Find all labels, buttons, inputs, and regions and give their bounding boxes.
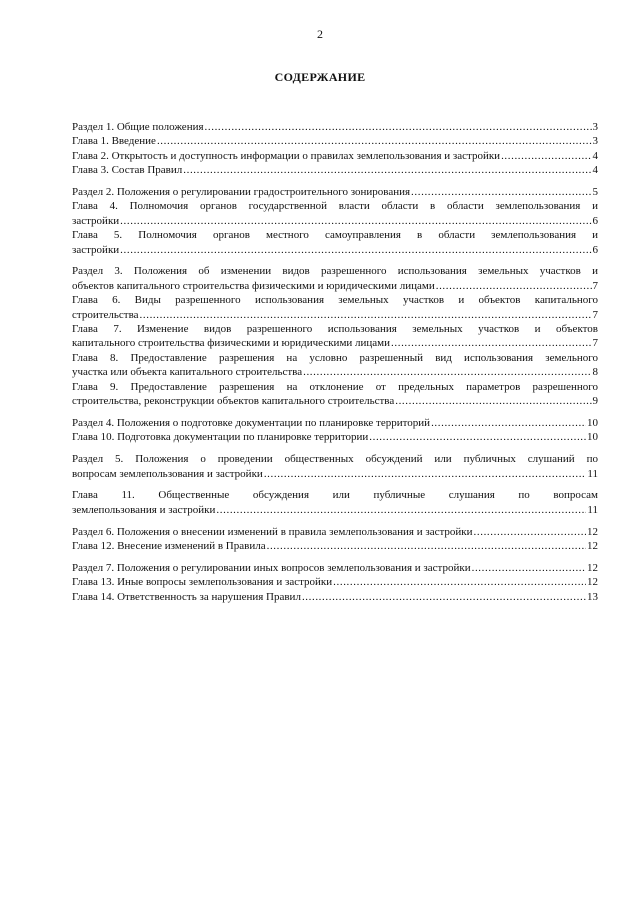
dot-leader [303, 365, 591, 379]
toc-entry-text: Глава 9. Предоставление разрешения на отклонение от предельных параметров разрешенного [72, 380, 598, 393]
toc-entry-text: Глава 1. Введение [72, 135, 156, 148]
toc-entry-text: Глава 6. Виды разрешенного использования земельных участков и объектов капитального [72, 294, 598, 307]
toc-entry-text: вопросам землепользования и застройки [72, 467, 263, 480]
toc-entry[interactable] [72, 293, 598, 322]
toc-entry-text: строительства [72, 308, 139, 321]
dot-leader [264, 467, 587, 481]
dot-leader [436, 279, 592, 293]
toc-group [72, 452, 598, 481]
dot-leader [302, 590, 586, 604]
toc-entry-text: объектов капитального строительства физическими и юридическими лицами [72, 279, 435, 292]
toc-entry-text: Глава 8. Предоставление разрешения на условно разрешенный вид использования земельного [72, 351, 598, 364]
dot-leader [369, 430, 586, 444]
toc-group [72, 264, 598, 408]
dot-leader [411, 185, 591, 199]
toc-entry-text: Раздел 4. Положения о подготовке документации по планировке территорий [72, 416, 431, 429]
toc-group [72, 561, 598, 604]
toc-page-number: 11 [587, 503, 598, 516]
toc-entry-text: Глава 13. Иные вопросы землепользования и застройки [72, 576, 333, 589]
toc-entry-text: застройки [72, 214, 120, 227]
toc-entry-line [72, 467, 598, 481]
dot-leader [120, 214, 591, 228]
toc-group [72, 525, 598, 554]
dot-leader [267, 539, 586, 553]
toc-entry-text: участка или объекта капитального строительства [72, 366, 303, 379]
toc-entry[interactable] [72, 185, 598, 199]
toc-entry[interactable] [72, 134, 598, 148]
dot-leader [183, 163, 591, 177]
toc-page-number: 6 [592, 243, 598, 256]
dot-leader [333, 575, 586, 589]
toc-group [72, 488, 598, 517]
toc-entry-text: Раздел 3. Положения об изменении видов разрешенного использования земельных участков и [72, 265, 598, 278]
toc-entry-text: Глава 14. Ответственность за нарушения Правил [72, 590, 301, 603]
toc-page-number: 13 [587, 590, 598, 603]
toc-entry[interactable] [72, 416, 598, 430]
toc-entry-text: Раздел 5. Положения о проведении общественных обсуждений или публичных слушаний по [72, 453, 598, 466]
toc-page-number: 3 [592, 135, 598, 148]
toc-page-number: 7 [592, 337, 598, 350]
toc-group [72, 185, 598, 257]
toc-entry-text: капитального строительства физическими и юридическими лицами [72, 337, 391, 350]
toc-page-number: 6 [592, 214, 598, 227]
toc-page-number: 9 [592, 395, 598, 408]
toc-entry[interactable] [72, 264, 598, 293]
toc-entry[interactable] [72, 561, 598, 575]
dot-leader [157, 134, 592, 148]
toc-entry-text: Раздел 6. Положения о внесении изменений в правила землепользования и застройки [72, 525, 473, 538]
toc-entry-line [72, 308, 598, 322]
dot-leader [216, 503, 586, 517]
toc-entry[interactable] [72, 452, 598, 481]
toc-entry-text: Глава 10. Подготовка документации по планировке территории [72, 431, 369, 444]
toc-entry-text: застройки [72, 243, 120, 256]
toc-entry[interactable] [72, 430, 598, 444]
toc-entry[interactable] [72, 322, 598, 351]
toc-entry[interactable] [72, 163, 598, 177]
toc-entry[interactable] [72, 488, 598, 517]
dot-leader [474, 525, 586, 539]
dot-leader [395, 394, 591, 408]
dot-leader [140, 308, 592, 322]
toc-entry-line [72, 394, 598, 408]
toc-entry-text: строительства, реконструкции объектов капитального строительства [72, 395, 395, 408]
toc-entry[interactable] [72, 380, 598, 409]
toc-page-number: 4 [592, 149, 598, 162]
toc-page-number: 12 [587, 539, 598, 552]
toc-entry-text: Раздел 2. Положения о регулировании градостроительного зонирования [72, 186, 411, 199]
dot-leader [472, 561, 586, 575]
toc-entry[interactable] [72, 590, 598, 604]
toc-page-number: 12 [587, 561, 598, 574]
toc-entry-text: Раздел 7. Положения о регулировании иных вопросов землепользования и застройки [72, 561, 471, 574]
toc-page-number: 12 [587, 576, 598, 589]
toc-entry[interactable] [72, 575, 598, 589]
toc-entry-text: Глава 5. Полномочия органов местного самоуправления в области землепользования и [72, 229, 598, 242]
toc-entry-line [72, 503, 598, 517]
toc-entry-line [72, 214, 598, 228]
toc-entry-line [72, 336, 598, 350]
page-number: 2 [317, 27, 323, 41]
toc-entry-text: Глава 3. Состав Правил [72, 164, 183, 177]
toc-group [72, 120, 598, 178]
toc-page-number: 5 [592, 186, 598, 199]
toc-entry[interactable] [72, 149, 598, 163]
toc-entry-text: землепользования и застройки [72, 503, 216, 516]
toc-entry[interactable] [72, 525, 598, 539]
toc-page-number: 10 [587, 416, 598, 429]
toc-entry[interactable] [72, 199, 598, 228]
table-of-contents [72, 120, 598, 611]
toc-entry-line [72, 279, 598, 293]
dot-leader [205, 120, 592, 134]
toc-entry-line [72, 365, 598, 379]
toc-entry[interactable] [72, 228, 598, 257]
toc-entry-text: Глава 11. Общественные обсуждения или публичные слушания по вопросам [72, 489, 598, 502]
toc-page-number: 3 [592, 121, 598, 133]
toc-page-number: 4 [592, 164, 598, 177]
dot-leader [120, 243, 591, 257]
page-title: СОДЕРЖАНИЕ [274, 70, 366, 84]
toc-entry-text: Глава 12. Внесение изменений в Правила [72, 539, 266, 552]
dot-leader [431, 416, 586, 430]
toc-page-number: 7 [592, 279, 598, 292]
toc-page-number: 12 [587, 525, 598, 538]
toc-entry[interactable] [72, 120, 598, 134]
dot-leader [391, 336, 591, 350]
toc-entry[interactable] [72, 539, 598, 553]
toc-entry-text: Глава 7. Изменение видов разрешенного использования земельных участков и объектов [72, 323, 598, 336]
toc-page-number: 7 [592, 308, 598, 321]
toc-page-number: 11 [587, 467, 598, 480]
toc-entry-text: Глава 2. Открытость и доступность информации о правилах землепользования и застройки [72, 149, 501, 162]
toc-page-number: 10 [587, 431, 598, 444]
toc-entry-text: Глава 4. Полномочия органов государственной власти области в области землепользования и [72, 200, 598, 213]
toc-group [72, 416, 598, 445]
toc-entry-line [72, 243, 598, 257]
toc-entry-text: Раздел 1. Общие положения [72, 121, 204, 133]
dot-leader [501, 149, 591, 163]
toc-entry[interactable] [72, 351, 598, 380]
toc-page-number: 8 [592, 366, 598, 379]
